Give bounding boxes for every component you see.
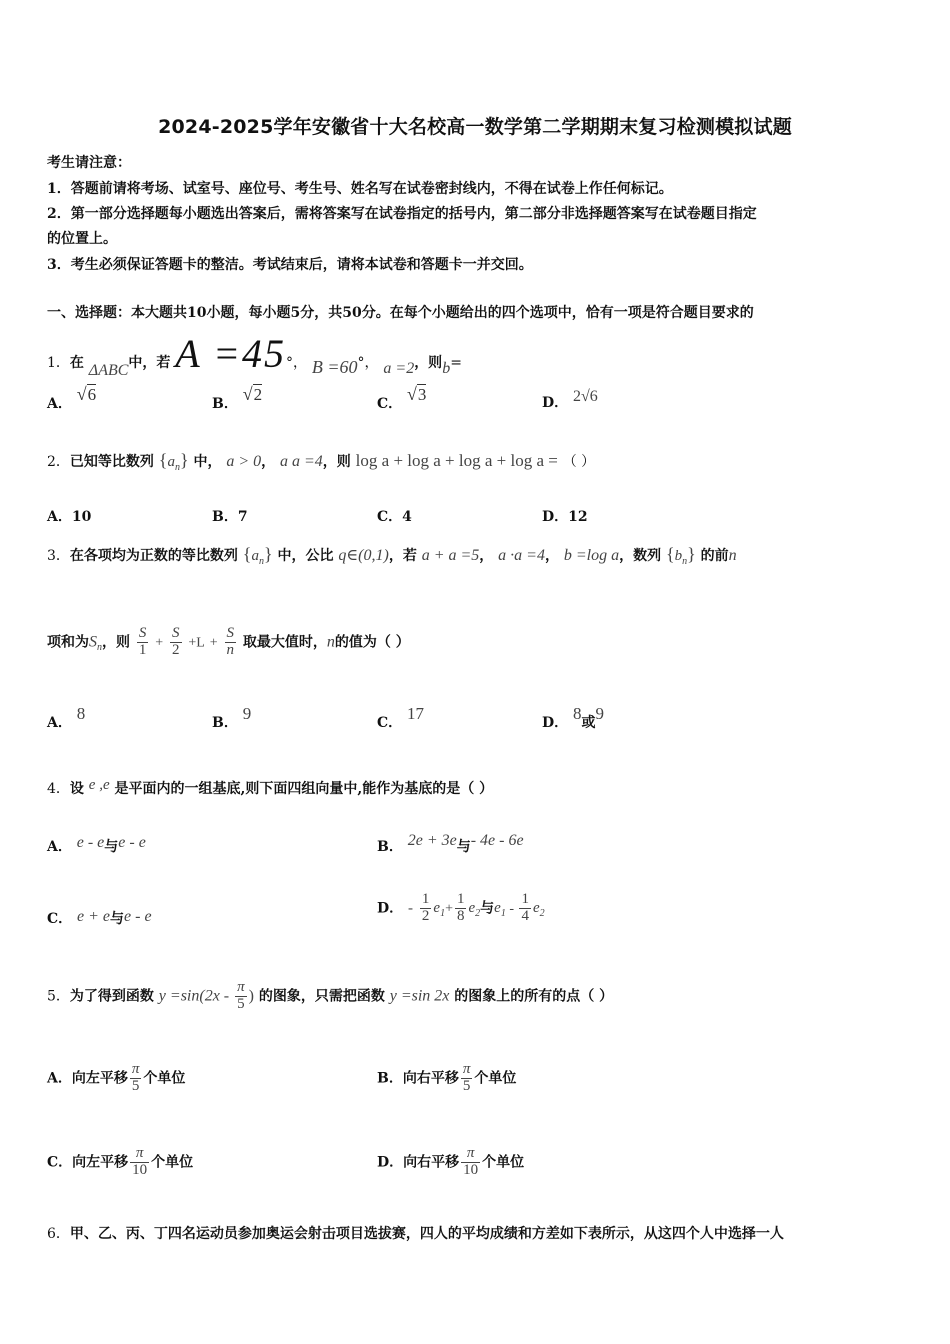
q1-option-b[interactable]: B． √2: [212, 384, 263, 412]
q2-option-b[interactable]: B．7: [212, 509, 248, 525]
question-3-cont: 项和为$S_n$，则 $\frac{S}{1}$ + $\frac{S}{2}$ +L + $\frac{S}{n}$ 取最大值时，n的值为（ ）: [47, 625, 410, 658]
notice-item-2-cont: 的位置上。: [47, 231, 117, 247]
q2-option-d[interactable]: D．12: [542, 509, 588, 525]
q5-option-c[interactable]: C．向左平移 $\frac{\pi}{10}$ 个单位: [47, 1145, 194, 1178]
question-4: 4．设 e ,e 是平面内的一组基底,则下面四组向量中,能作为基底的是（ ）: [47, 777, 494, 797]
q2-option-a[interactable]: A．10: [47, 509, 92, 525]
notice-heading: 考生请注意：: [47, 155, 131, 171]
q4-option-a[interactable]: A． e - e与e - e: [47, 834, 146, 855]
q2-option-c[interactable]: C．4: [377, 509, 412, 525]
log-sum-expression: log a + log a + log a + log a =: [355, 451, 558, 470]
q3-option-d[interactable]: D． 8或9: [542, 704, 605, 731]
side-a-2: a =2: [383, 360, 415, 377]
sequence-a: a: [167, 454, 175, 470]
q1-option-c[interactable]: C． √3: [377, 384, 427, 412]
angle-a-45: A =45: [175, 331, 286, 376]
q5-option-b[interactable]: B．向右平移 $\frac{\pi}{5}$ 个单位: [377, 1061, 517, 1094]
question-3: 3．在各项均为正数的等比数列 $\{a_n\}$ 中，公比 q∈(0,1)，若 a + a =5， a ·a =4， b =log a，数列 $\{b_n\}$ 的前n: [47, 544, 737, 567]
q3-option-a[interactable]: A． 8: [47, 704, 86, 731]
exam-title: 2024-2025学年安徽省十大名校高一数学第二学期期末复习检测模拟试题: [158, 116, 792, 138]
question-6: 6．甲、乙、丙、丁四名运动员参加奥运会射击项目选拔赛，四人的平均成绩和方差如下表所示，从这四个人中选择一人: [47, 1226, 784, 1242]
angle-b-60: B =60: [311, 357, 358, 377]
q3-option-b[interactable]: B． 9: [212, 704, 252, 731]
notice-item-3: 3．考生必须保证答题卡的整洁。考试结束后，请将本试卷和答题卡一并交回。: [47, 257, 533, 273]
fraction-s1-over-1: $\frac{S}{1}$: [138, 625, 147, 658]
question-2: 2．已知等比数列 $\{a_n\}$ 中， a > 0， a a =4，则 log a + log a + log a + log a = （ ）: [47, 450, 596, 473]
notice-item-2: 2．第一部分选择题每小题选出答案后，需将答案写在试卷指定的括号内，第二部分非选择题答案写在试卷题目指定: [47, 206, 757, 222]
notice-item-1: 1．答题前请将考场、试室号、座位号、考生号、姓名写在试卷密封线内，不得在试卷上作任何标记。: [47, 181, 673, 197]
q3-option-c[interactable]: C． 17: [377, 704, 425, 731]
q5-option-a[interactable]: A．向左平移 $\frac{\pi}{5}$ 个单位: [47, 1061, 186, 1094]
triangle-abc: ΔABC: [88, 362, 129, 379]
section-heading: 一、选择题：本大题共10小题，每小题5分，共50分。在每个小题给出的四个选项中，恰有一项是符合题目要求的: [47, 305, 754, 321]
q1-option-a[interactable]: A． √6: [47, 384, 97, 412]
fraction-sn-over-n: $\frac{S}{n}$: [226, 625, 235, 658]
question-5: 5．为了得到函数 y =sin(2x - $\frac{\pi}{5}$ ) 的图象，只需把函数 y =sin 2x 的图象上的所有的点（ ）: [47, 979, 614, 1012]
fraction-s2-over-2: $\frac{S}{2}$: [172, 625, 180, 658]
q4-option-c[interactable]: C． e + e与e - e: [47, 908, 152, 927]
q4-option-b[interactable]: B． 2e + 3e与- 4e - 6e: [377, 832, 524, 855]
q5-option-d[interactable]: D．向右平移 $\frac{\pi}{10}$ 个单位: [377, 1145, 525, 1178]
q1-option-d[interactable]: D． 2√6: [542, 388, 598, 411]
q4-option-d[interactable]: D． - $\frac{1}{2}$ $e_1+$ $\frac{1}{8}$ $e_2$与$e_1$ - $\frac{1}{4}$ $e_2$: [377, 891, 545, 924]
question-1: 1．在 ΔABC中，若 A =45°， B =60°， a =2，则b=: [47, 331, 462, 379]
